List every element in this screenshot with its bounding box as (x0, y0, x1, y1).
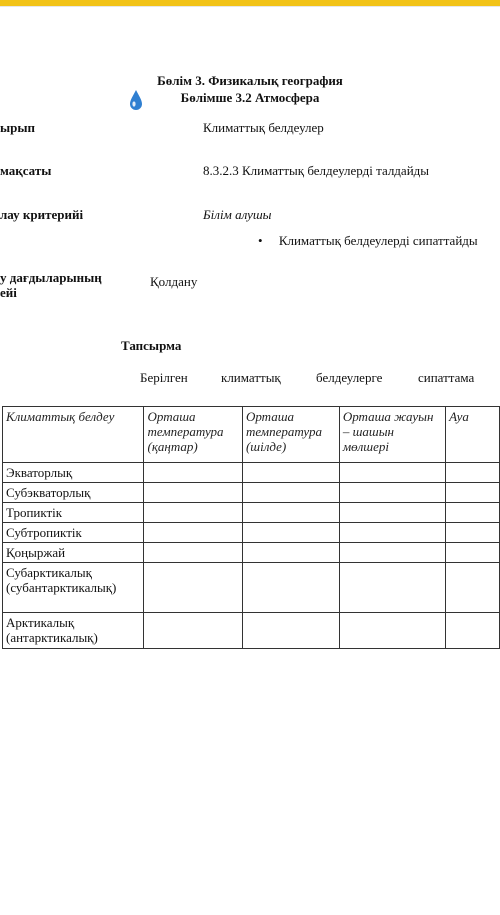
table-row (3, 503, 500, 523)
table-header-cell: Ауа (446, 407, 500, 463)
instruction-word: Берілген (140, 370, 188, 385)
subsection-title: Бөлімше 3.2 Атмосфера (180, 90, 320, 105)
table-cell (242, 523, 339, 543)
goal-value: 8.3.2.3 Климаттық белдеулерді талдайды (203, 163, 430, 178)
table-row (3, 483, 500, 503)
table-cell: Субарктикалық (субантарктикалық) (3, 563, 144, 613)
table-cell (144, 563, 242, 613)
table-cell (144, 483, 242, 503)
table-row (3, 463, 500, 483)
table-cell (144, 503, 242, 523)
table-cell (339, 563, 445, 613)
table-header-cell: Климаттық белдеу (3, 407, 144, 463)
water-drop-icon (128, 88, 144, 112)
table-row (3, 563, 500, 613)
table-cell: Субэкваторлық (3, 483, 144, 503)
topic-value: Климаттық белдеулер (203, 120, 324, 135)
table-cell (242, 613, 339, 649)
table-cell: Тропиктік (3, 503, 144, 523)
table-cell (339, 463, 445, 483)
table-cell (144, 523, 242, 543)
criteria-value: Білім алушы (203, 207, 272, 222)
table-cell (446, 613, 500, 649)
table-header-row (3, 407, 500, 463)
table-header-cell: Орташа температура (шілде) (242, 407, 339, 463)
table-cell (339, 543, 445, 563)
goal-label: мақсаты (0, 163, 52, 178)
table-cell (144, 463, 242, 483)
table-cell (242, 503, 339, 523)
table-cell: Қоңыржай (3, 543, 144, 563)
topic-label: ырып (0, 120, 36, 135)
table-cell (242, 463, 339, 483)
table-cell (242, 543, 339, 563)
table-cell (242, 563, 339, 613)
criteria-bullet-item (258, 233, 478, 249)
table-cell (144, 613, 242, 649)
table-row (3, 613, 500, 649)
task-title: Тапсырма (121, 338, 182, 353)
skills-label-line2: ейі (0, 285, 17, 300)
table-cell (446, 483, 500, 503)
table-header-cell: Орташа температура (қаңтар) (144, 407, 242, 463)
skills-label-line1: у дағдыларының (0, 270, 102, 285)
instruction-word: сипаттама (418, 370, 475, 385)
table-header-cell: Орташа жауын – шашын мөлшері (339, 407, 445, 463)
criteria-bullet-text: Климаттық белдеулерді сипаттайды (278, 233, 478, 248)
table-cell (339, 613, 445, 649)
table-cell (242, 483, 339, 503)
section-title: Бөлім 3. Физикалық география (157, 73, 343, 88)
table-cell: Экваторлық (3, 463, 144, 483)
table-row (3, 523, 500, 543)
table-cell (144, 543, 242, 563)
skills-value: Қолдану (150, 274, 198, 289)
instruction-word: белдеулерге (316, 370, 383, 385)
table-cell (339, 503, 445, 523)
top-divider (0, 6, 500, 7)
table-cell (339, 523, 445, 543)
criteria-label: лау критерийі (0, 207, 84, 222)
climate-belts-table (2, 406, 500, 649)
table-row (3, 543, 500, 563)
table-cell: Арктикалық (антарктикалық) (3, 613, 144, 649)
instruction-word: климаттық (221, 370, 281, 385)
table-cell (446, 523, 500, 543)
table-cell: Субтропиктік (3, 523, 144, 543)
table-cell (339, 483, 445, 503)
table-cell (446, 543, 500, 563)
table-cell (446, 503, 500, 523)
bullet-dot-icon: • (258, 233, 263, 248)
table-cell (446, 563, 500, 613)
table-cell (446, 463, 500, 483)
